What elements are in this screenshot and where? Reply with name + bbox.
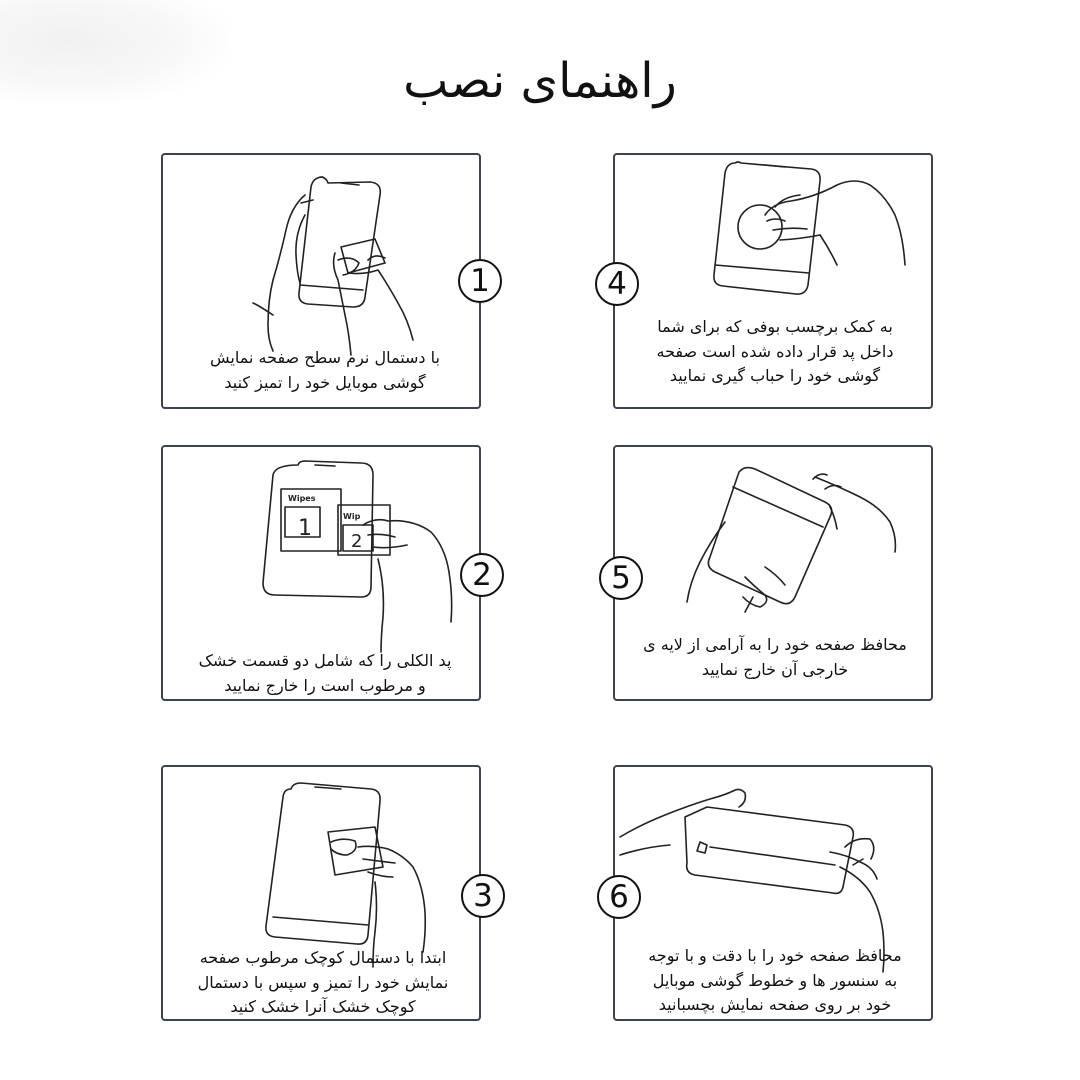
step-card-1 <box>161 153 490 409</box>
step-text-1: با دستمال نرم سطح صفحه نمایش گوشی موبایل خود را تمیز کنید <box>210 348 440 392</box>
step-text-6: محافظ صفحه خود را با دقت و با توجه به سنسور ها و خطوط گوشی موبایل خود بر روی صفحه نمایش بچسبانید <box>648 946 902 1014</box>
step-number-5: 5 <box>599 556 643 600</box>
step-text-4: به کمک برچسب بوفی که برای شما داخل پد قرار داده شده است صفحه گوشی خود را حباب گیری نمایید <box>656 317 894 385</box>
step-text-5: محافظ صفحه خود را به آرامی از لایه ی خارجی آن خارج نمایید <box>643 635 907 679</box>
packet-label-1: Wipes <box>288 494 316 503</box>
step-text-2: پد الکلی را که شامل دو قسمت خشک و مرطوب است را خارج نمایید <box>198 651 452 695</box>
step-card-4 <box>607 153 933 409</box>
step-card-6 <box>609 765 933 1021</box>
step-number-2: 2 <box>460 553 504 597</box>
packet-number-1: 1 <box>298 516 312 541</box>
step-number-6: 6 <box>597 875 641 919</box>
step-card-3 <box>161 765 493 1021</box>
step-number-3: 3 <box>461 874 505 918</box>
step-card-5 <box>613 445 933 701</box>
step-number-4: 4 <box>595 262 639 306</box>
packet-number-2: 2 <box>351 531 363 552</box>
packet-label-2: Wip <box>343 512 361 521</box>
page-title: راهنمای نصب <box>403 53 677 109</box>
step-number-1: 1 <box>458 259 502 303</box>
step-card-2 <box>161 445 492 701</box>
step-text-3: ابتدا با دستمال کوچک مرطوب صفحه نمایش خود را تمیز و سپس با دستمال کوچک خشک آنرا خشک کنید <box>197 948 449 1016</box>
